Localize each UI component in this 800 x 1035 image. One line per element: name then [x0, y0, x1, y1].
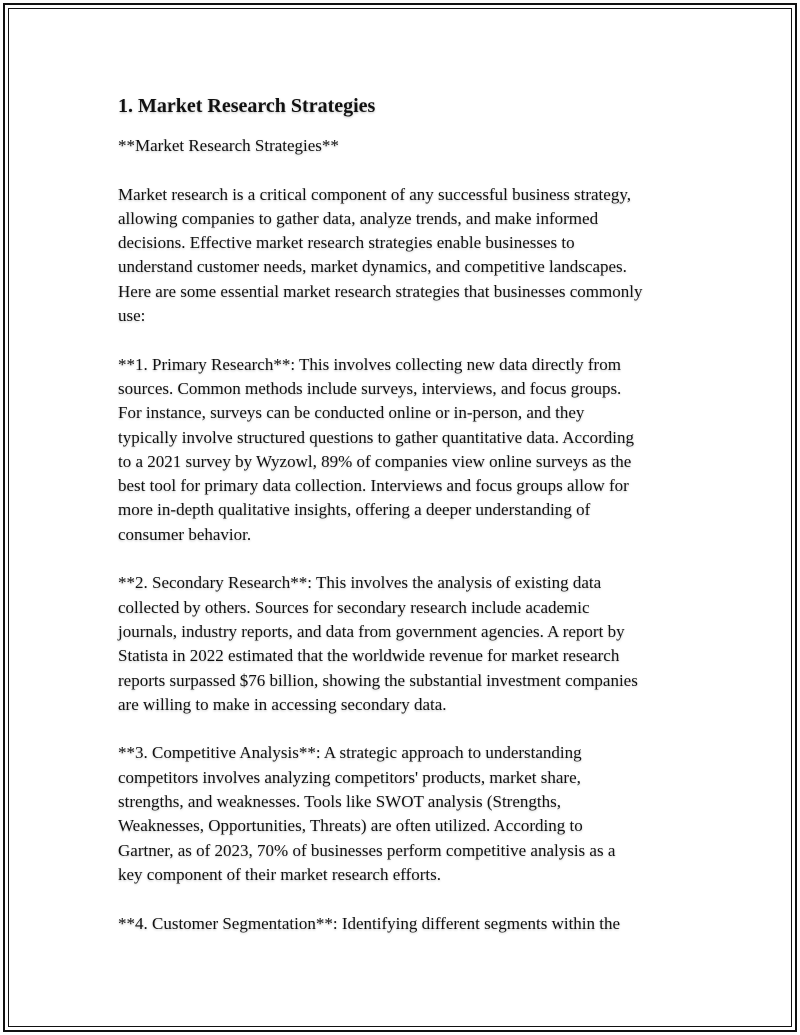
competitive-analysis-paragraph: **3. Competitive Analysis**: A strategic approach to understanding competitors involves analyzing competitors' products, market share, strengths, and weaknesses. Tools like SWOT analysis (Strengths, Weaknesses, Opportunities, Threats) are often utilized. According to Gartner, as of 2023, 70% of businesses perform competitive analysis as a key component of their market research efforts.: [118, 743, 616, 884]
section-heading: 1. Market Research Strategies: [118, 95, 376, 117]
document-body: [118, 92, 698, 936]
subheading-paragraph: **Market Research Strategies**: [118, 136, 339, 155]
primary-research-paragraph: **1. Primary Research**: This involves collecting new data directly from sources. Common methods include surveys, interviews, and focus groups. For instance, surveys can be conducted online or in-person, and they typically involve structured questions to gather quantitative data. According to a 2021 survey by Wyzowl, 89% of companies view online surveys as the best tool for primary data collection. Interviews and focus groups allow for more in-depth qualitative insights, offering a deeper understanding of consumer behavior.: [118, 354, 635, 544]
intro-paragraph: Market research is a critical component of any successful business strategy, allowing companies to gather data, analyze trends, and make informed decisions. Effective market research strategies enable businesses to understand customer needs, market dynamics, and competitive landscapes. Here are some essential market research strategies that businesses commonly use:: [118, 184, 643, 326]
secondary-research-paragraph: **2. Secondary Research**: This involves the analysis of existing data collected by others. Sources for secondary research include academic journals, industry reports, and data from government agencies. A report by Statista in 2022 estimated that the worldwide revenue for market research reports surpassed $76 billion, showing the substantial investment companies are willing to make in accessing secondary data.: [118, 573, 638, 714]
customer-segmentation-paragraph: **4. Customer Segmentation**: Identifying different segments within the: [118, 913, 621, 933]
